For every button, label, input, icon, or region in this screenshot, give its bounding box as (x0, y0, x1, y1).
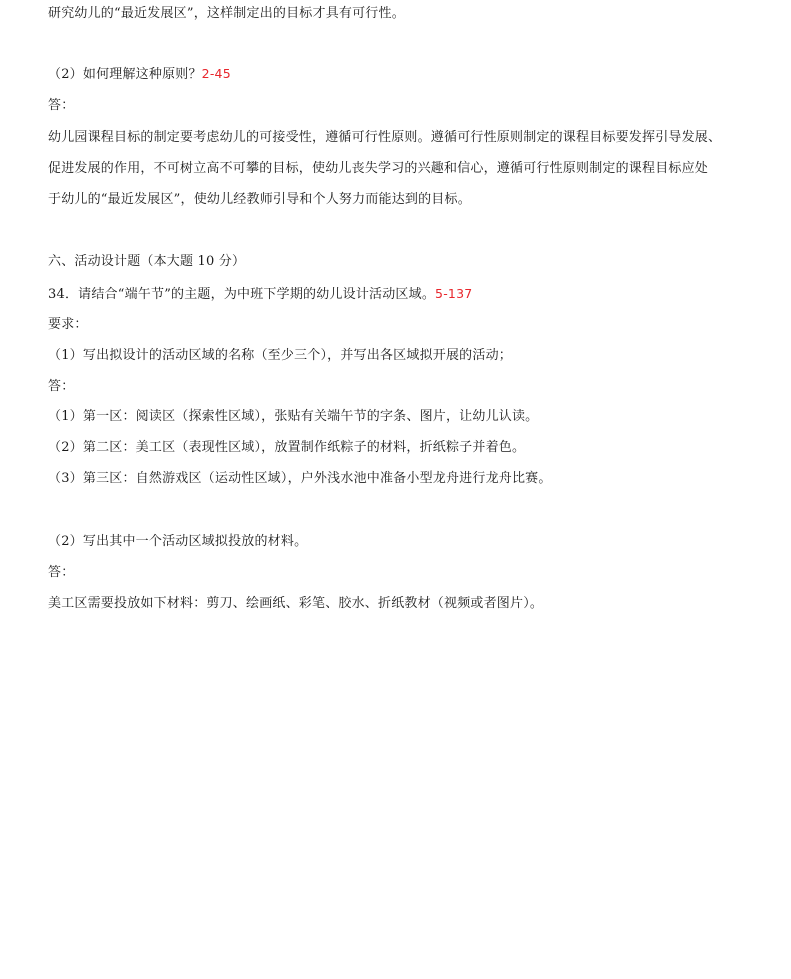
sub2-answer-label: 答： (48, 565, 75, 580)
q2-reference: 2-45 (201, 66, 231, 81)
sub1-answer-2: （2）第二区：美工区（表现性区域），放置制作纸粽子的材料，折纸粽子并着色。 (48, 440, 526, 455)
intro-tail-text: 研究幼儿的“最近发展区”，这样制定出的目标才具有可行性。 (48, 6, 405, 21)
requirement-label: 要求： (48, 317, 88, 332)
sub1-question: （1）写出拟设计的活动区域的名称（至少三个），并写出各区域拟开展的活动； (48, 348, 512, 363)
sub1-answer-1: （1）第一区：阅读区（探索性区域），张贴有关端午节的字条、图片，让幼儿认读。 (48, 409, 539, 424)
sub1-answer-label: 答： (48, 379, 75, 394)
section6-heading: 六、活动设计题（本大题 10 分） (48, 254, 246, 269)
q2-answer-label: 答： (48, 98, 75, 113)
sub2-question: （2）写出其中一个活动区域拟投放的材料。 (48, 534, 308, 549)
q2-answer-line-1: 幼儿园课程目标的制定要考虑幼儿的可接受性，遵循可行性原则。遵循可行性原则制定的课程目标要发挥引导发展、 (48, 130, 722, 145)
q34-question-text: 34．请结合“端午节”的主题，为中班下学期的幼儿设计活动区域。 (48, 287, 436, 302)
q2-answer-line-3: 于幼儿的“最近发展区”，使幼儿经教师引导和个人努力而能达到的目标。 (48, 192, 471, 207)
q2-answer-line-2: 促进发展的作用，不可树立高不可攀的目标，使幼儿丧失学习的兴趣和信心，遵循可行性原则制定的课程目标应处 (48, 161, 709, 176)
q34-question-line (48, 286, 472, 303)
q34-reference: 5-137 (435, 286, 473, 301)
sub1-answer-3: （3）第三区：自然游戏区（运动性区域），户外浅水池中准备小型龙舟进行龙舟比赛。 (48, 471, 552, 486)
q2-question-line (48, 66, 231, 83)
sub2-answer: 美工区需要投放如下材料：剪刀、绘画纸、彩笔、胶水、折纸教材（视频或者图片）。 (48, 596, 544, 611)
q2-question-text: （2）如何理解这种原则？ (48, 67, 202, 82)
